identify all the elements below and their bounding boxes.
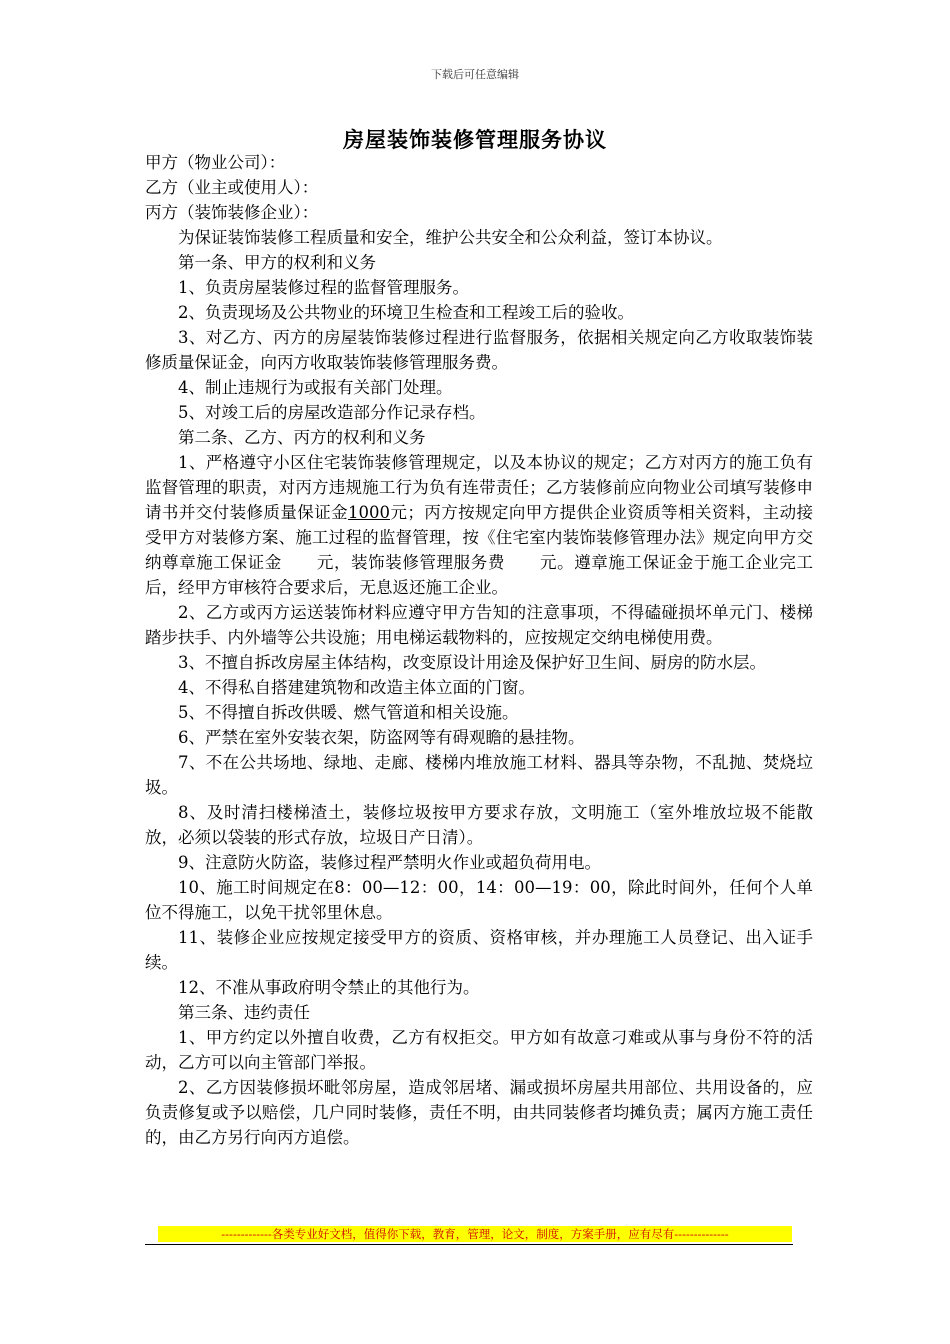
- article3-heading: 第三条、违约责任: [178, 1003, 310, 1022]
- article3-item-1: 1、甲方约定以外擅自收费，乙方有权拒交。甲方如有故意刁难或从事与身份不符的活动，乙方可以向主管部门举报。: [145, 1028, 813, 1072]
- article1-item-4: 4、制止违规行为或报有关部门处理。: [178, 378, 453, 397]
- article1-heading: 第一条、甲方的权利和义务: [178, 253, 376, 272]
- article2-item-2: 2、乙方或丙方运送装饰材料应遵守甲方告知的注意事项，不得磕碰损坏单元门、楼梯踏步扶手、内外墙等公共设施；用电梯运载物料的，应按规定交纳电梯使用费。: [145, 603, 813, 647]
- party-a: 甲方（物业公司）：: [145, 153, 286, 172]
- header-note: 下载后可任意编辑: [431, 68, 519, 81]
- article2-item-4: 4、不得私自搭建建筑物和改造主体立面的门窗。: [178, 678, 535, 697]
- article2-item-5: 5、不得擅自拆改供暖、燃气管道和相关设施。: [178, 703, 519, 722]
- blank-field: [282, 553, 317, 572]
- footer-banner: -------------各类专业好文档，值得你下载，教育，管理，论文，制度，方案手册，应有尽有--------------: [158, 1226, 792, 1242]
- party-c: 丙方（装饰装修企业）：: [145, 203, 319, 222]
- article2-item-8: 8、及时清扫楼梯渣土，装修垃圾按甲方要求存放，文明施工（室外堆放垃圾不能散放，必须以袋装的形式存放，垃圾日产日清）。: [145, 803, 813, 847]
- article2-item-1-part1: 1、严格遵守小区住宅装饰装修管理规定，以及本协议的规定；乙方对丙方的施工负有监督管理的职责，对丙方违规施工行为负有连带责任；乙方装修前应向物业公司填写装修申请书并交付装修质量保证金: [145, 453, 813, 522]
- footer-divider: [145, 1244, 793, 1245]
- article2-item-12: 12、不准从事政府明令禁止的其他行为。: [178, 978, 480, 997]
- article2-item-1-part3: 元，装饰装修管理服务费: [316, 553, 505, 572]
- article1-item-5: 5、对竣工后的房屋改造部分作记录存档。: [178, 403, 486, 422]
- article2-item-1-part2: 元；丙方按规定向甲方提供企业资质等相关资料，主动接受甲方对装修方案、施工过程的监督管理，按《住宅室内装饰装修管理办法》规定向甲方交纳尊章施工保证金: [145, 503, 814, 572]
- article2-item-9: 9、注意防火防盗，装修过程严禁明火作业或超负荷用电。: [178, 853, 601, 872]
- article2-item-6: 6、严禁在室外安装衣架，防盗网等有碍观瞻的悬挂物。: [178, 728, 585, 747]
- article2-item-1: [145, 450, 813, 600]
- deposit-amount: 1000: [348, 503, 391, 522]
- blank-field: [505, 553, 540, 572]
- document-body: [145, 150, 813, 1150]
- article1-item-2: 2、负责现场及公共物业的环境卫生检查和工程竣工后的验收。: [178, 303, 634, 322]
- article1-item-3: 3、对乙方、丙方的房屋装饰装修过程进行监督服务，依据相关规定向乙方收取装饰装修质量保证金，向丙方收取装饰装修管理服务费。: [145, 328, 813, 372]
- article2-item-7: 7、不在公共场地、绿地、走廊、楼梯内堆放施工材料、器具等杂物，不乱抛、焚烧垃圾。: [145, 753, 813, 797]
- document-title: 房屋装饰装修管理服务协议: [343, 127, 607, 152]
- article2-item-3: 3、不擅自拆改房屋主体结构，改变原设计用途及保护好卫生间、厨房的防水层。: [178, 653, 766, 672]
- party-b: 乙方（业主或使用人）：: [145, 178, 319, 197]
- article3-item-2: 2、乙方因装修损坏毗邻房屋，造成邻居堵、漏或损坏房屋共用部位、共用设备的，应负责修复或予以赔偿，几户同时装修，责任不明，由共同装修者均摊负责；属丙方施工责任的，由乙方另行向丙方追偿。: [145, 1078, 813, 1147]
- article1-item-1: 1、负责房屋装修过程的监督管理服务。: [178, 278, 469, 297]
- intro-paragraph: 为保证装饰装修工程质量和安全，维护公共安全和公众利益，签订本协议。: [178, 228, 723, 247]
- article2-item-11: 11、装修企业应按规定接受甲方的资质、资格审核，并办理施工人员登记、出入证手续。: [145, 928, 813, 972]
- article2-heading: 第二条、乙方、丙方的权利和义务: [178, 428, 426, 447]
- article2-item-10: 10、施工时间规定在8：00—12：00，14：00—19：00，除此时间外，任何个人单位不得施工，以免干扰邻里休息。: [145, 878, 813, 922]
- article2-item-1-part4: 元。遵章施工保证金于施工企业完工后，经甲方审核符合要求后，无息返还施工企业。: [145, 553, 813, 597]
